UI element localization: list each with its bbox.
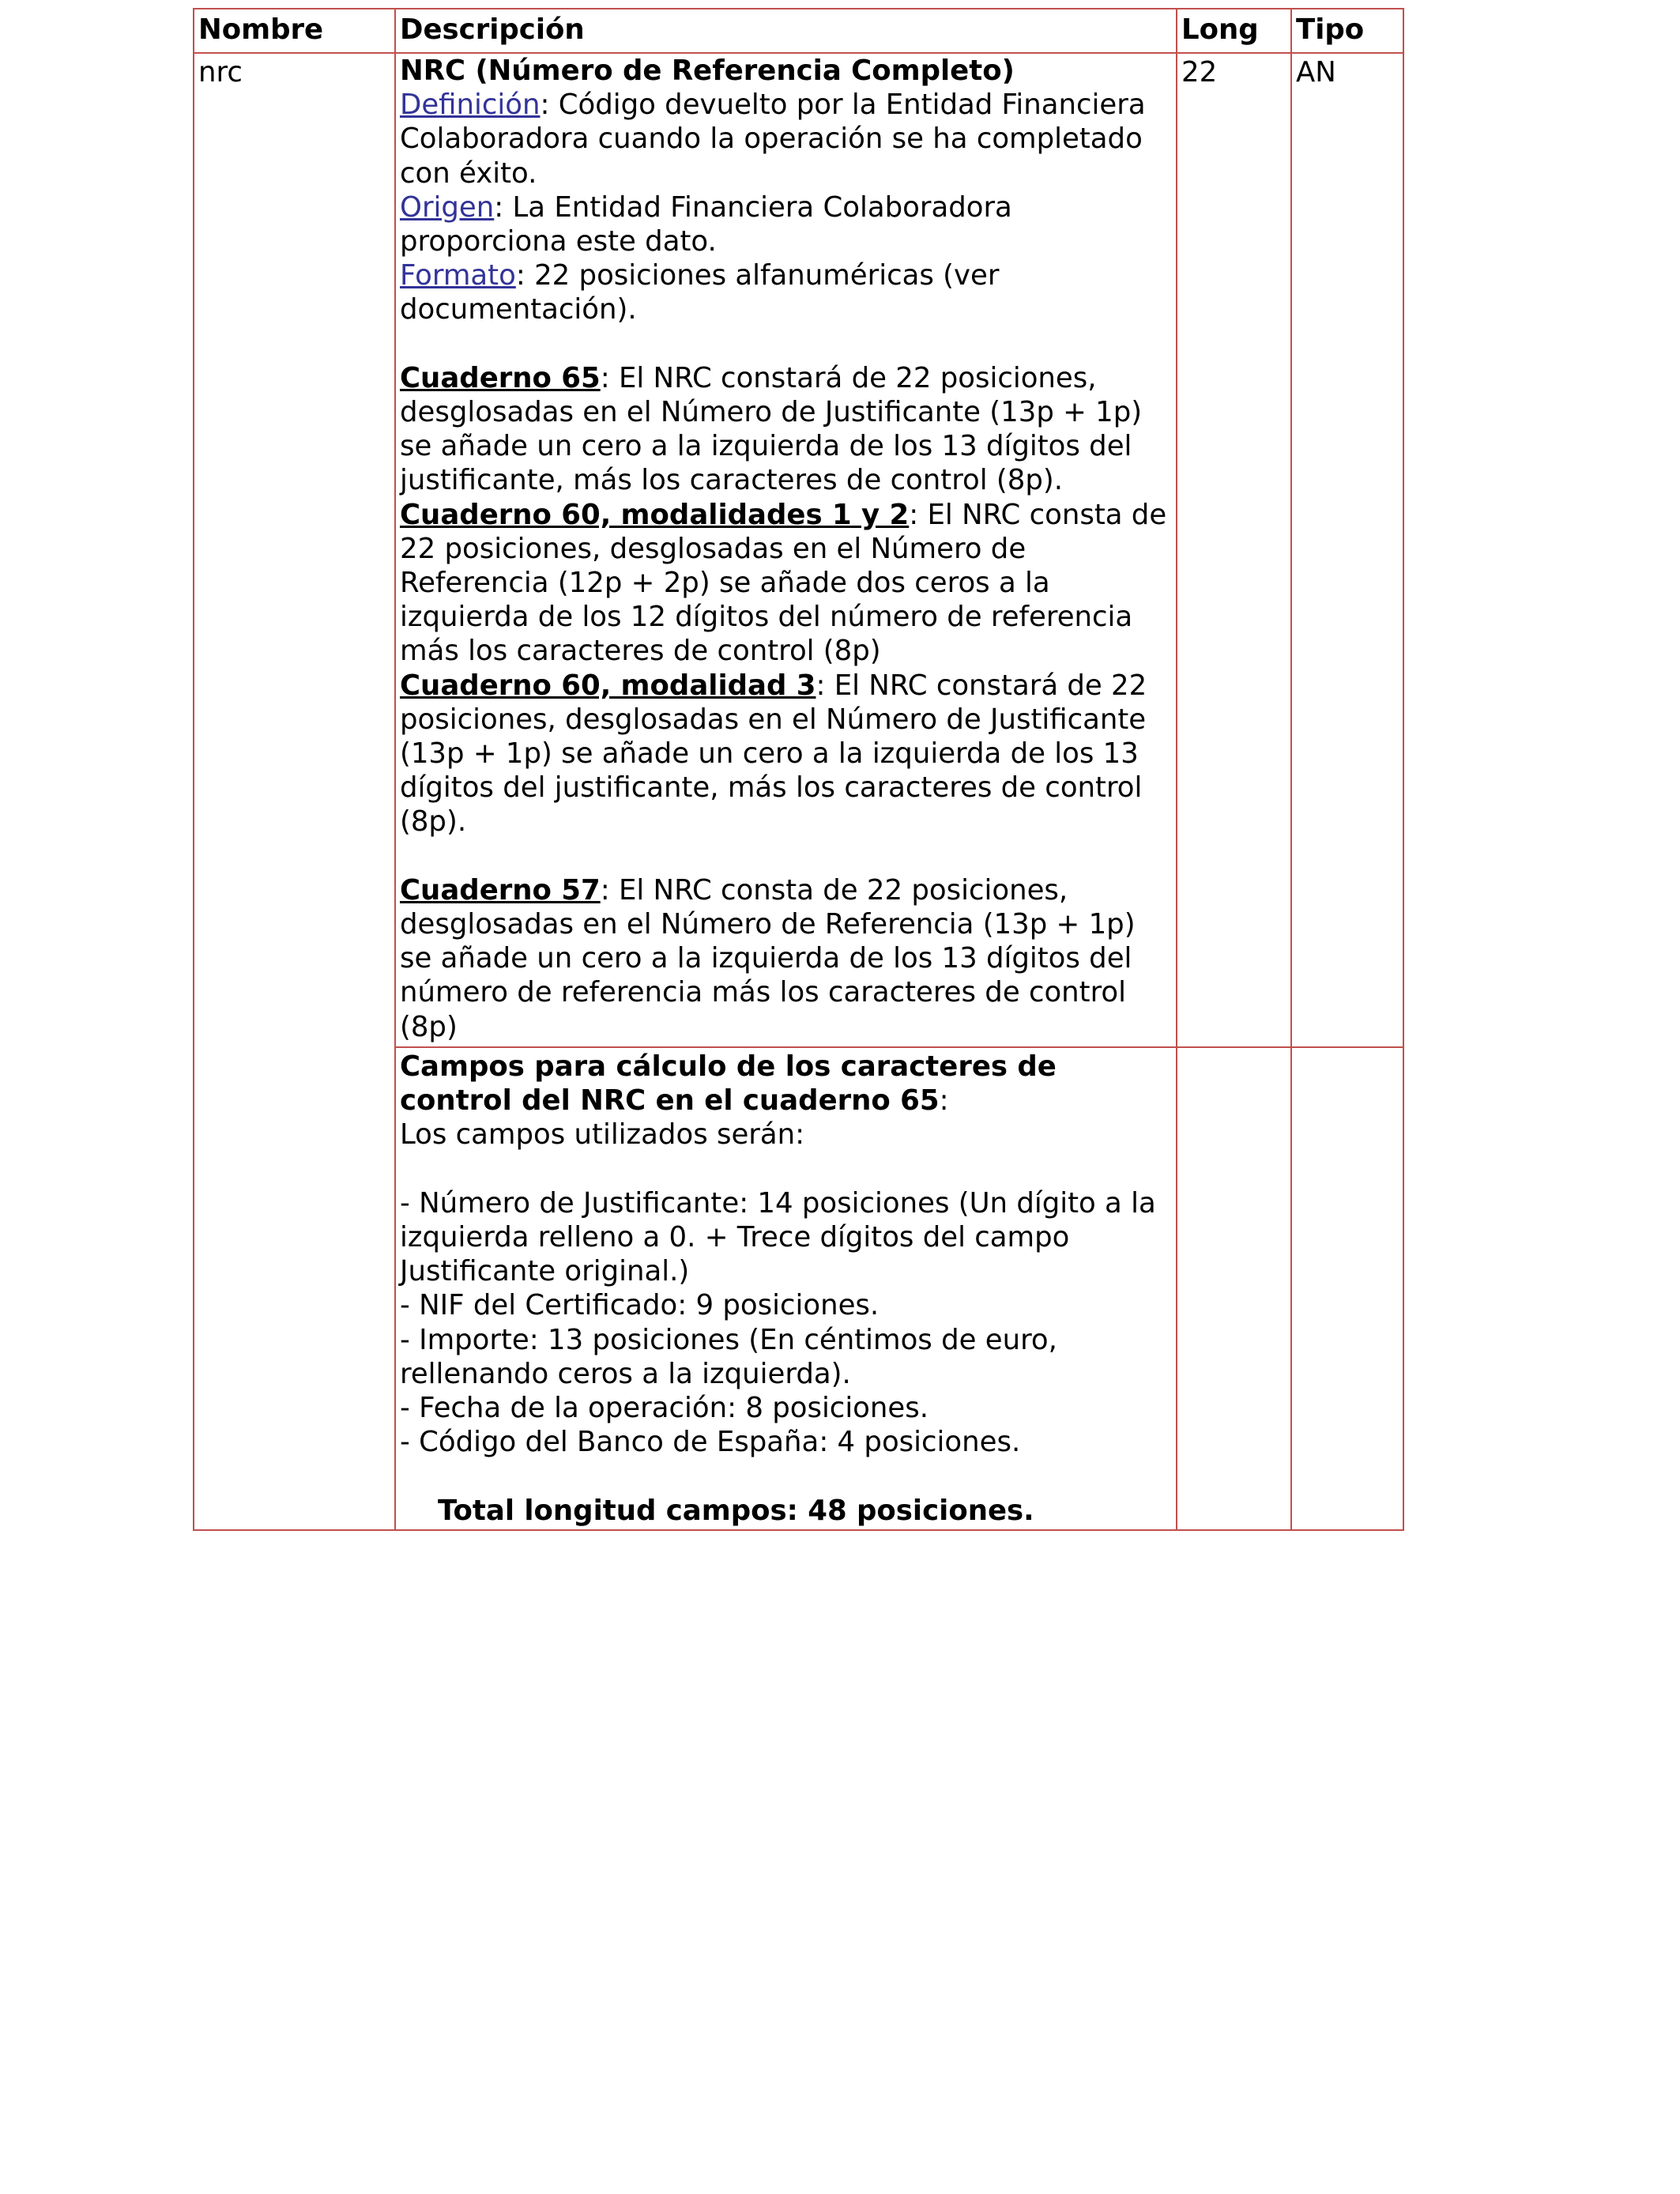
origen-paragraph [400,190,1173,258]
cuaderno-60-mod12-text: : El NRC consta de 22 posiciones, desglosadas en el Número de Referencia (12p + 2p) se añade dos ceros a la izquierda de los 12 dígitos del número de referencia más los caracteres de control (8p) [400,498,1167,668]
formato-link[interactable]: Formato [400,259,516,292]
spacer [400,327,1173,361]
cuaderno-57-label: Cuaderno 57 [400,873,601,907]
cell-long [1177,53,1291,1047]
cell-tipo [1291,53,1403,1047]
cuaderno-60-mod12-label: Cuaderno 60, modalidades 1 y 2 [400,498,910,531]
cuaderno-60-mod3-text: : El NRC constará de 22 posiciones, desglosadas en el Número de Justificante (13p + 1p) se añade un cero a la izquierda de los 13 dígitos del justificante, más los caracteres de control (8p). [400,669,1147,839]
cell-descripcion [395,53,1177,1047]
cell-nombre [194,53,395,1530]
cuaderno-60-mod3-label: Cuaderno 60, modalidad 3 [400,669,816,702]
cuaderno-60-mod12-paragraph [400,498,1173,669]
field-type: AN [1296,56,1336,89]
cuaderno-60-mod3-paragraph [400,669,1173,839]
header-descripcion: Descripción [395,9,1177,53]
definicion-link[interactable]: Definición [400,89,541,122]
table-row [194,53,1403,1047]
header-nombre: Nombre [194,9,395,53]
cuaderno-65-label: Cuaderno 65 [400,361,601,394]
control-title-colon: : [939,1084,949,1118]
cell-descripcion-control [395,1047,1177,1530]
table-header-row [194,9,1403,53]
control-item: - Código del Banco de España: 4 posiciones. [400,1426,1021,1459]
cuaderno-65-text: : El NRC constará de 22 posiciones, desglosadas en el Número de Justificante (13p + 1p) se añade un cero a la izquierda de los 13 dígitos del justificante, más los caracteres de control (8p). [400,361,1143,497]
spacer [400,1152,1173,1186]
cell-long-empty [1177,1047,1291,1530]
field-spec-table [193,8,1404,1531]
control-title [400,1050,1173,1118]
control-item: - Número de Justificante: 14 posiciones (Un dígito a la izquierda relleno a 0. + Trece dígitos del campo Justificante original.) [400,1186,1156,1288]
cuaderno-57-paragraph [400,873,1173,1044]
control-title-text: Campos para cálculo de los caracteres de control del NRC en el cuaderno 65 [400,1050,1057,1118]
origen-link[interactable]: Origen [400,190,495,224]
control-item: - Importe: 13 posiciones (En céntimos de euro, rellenando ceros a la izquierda). [400,1323,1057,1390]
header-tipo: Tipo [1291,9,1403,53]
definicion-text: : Código devuelto por la Entidad Financiera Colaboradora cuando la operación se ha completado con éxito. [400,89,1146,190]
formato-text: : 22 posiciones alfanuméricas (ver documentación). [400,259,1000,326]
spacer [400,1459,1173,1493]
field-name: nrc [198,56,243,89]
spacer [400,839,1173,873]
field-title: NRC (Número de Referencia Completo) [400,55,1015,87]
control-item: - NIF del Certificado: 9 posiciones. [400,1289,880,1322]
cuaderno-57-text: : El NRC consta de 22 posiciones, desglosadas en el Número de Referencia (13p + 1p) se añade un cero a la izquierda de los 13 dígitos del número de referencia más los caracteres de control (8p) [400,873,1136,1043]
header-long: Long [1177,9,1291,53]
cuaderno-65-paragraph [400,361,1173,498]
control-total: Total longitud campos: 48 posiciones. [438,1494,1034,1527]
formato-paragraph [400,258,1173,326]
cell-tipo-empty [1291,1047,1403,1530]
field-length: 22 [1181,56,1218,89]
origen-text: : La Entidad Financiera Colaboradora proporciona este dato. [400,190,1012,258]
control-item: - Fecha de la operación: 8 posiciones. [400,1392,929,1425]
definicion-paragraph [400,88,1173,190]
control-intro: Los campos utilizados serán: [400,1118,805,1152]
